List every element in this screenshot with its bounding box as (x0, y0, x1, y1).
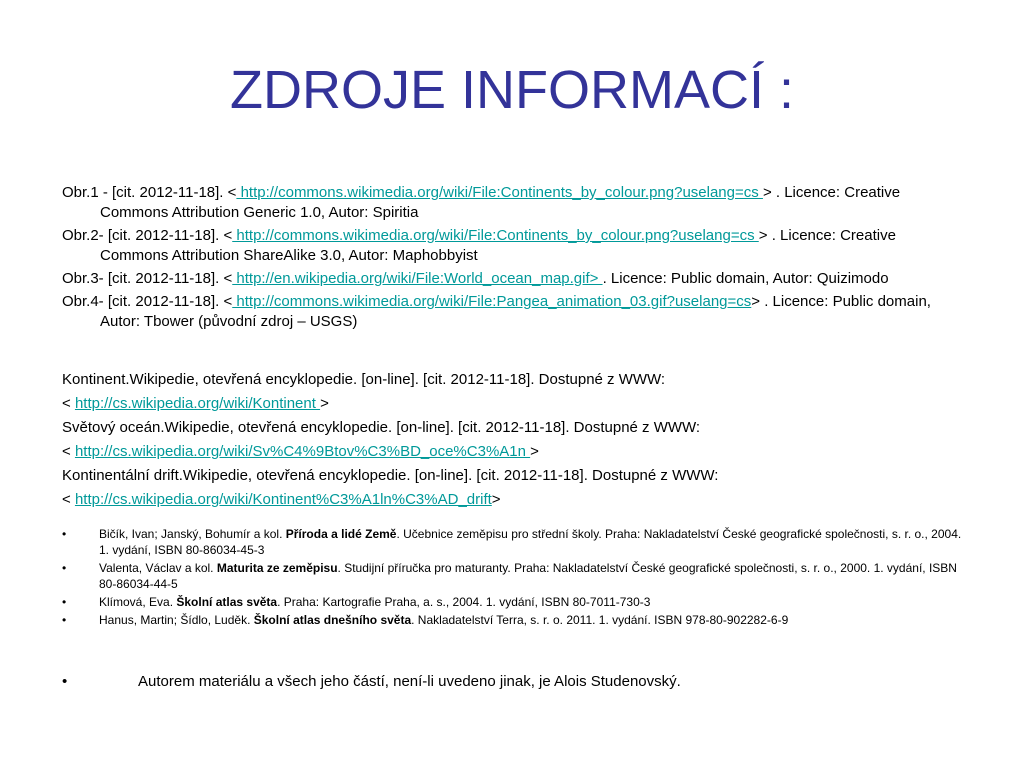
bib-details: . Studijní příručka pro maturanty. Praha: Nakladatelství České geografické společnosti, s. r. o., 2000. 1. vydání, ISBN 80-86034-44-5 (99, 561, 957, 591)
bracket-close: > (530, 443, 539, 460)
image-sources (62, 183, 962, 335)
bibliography-list (62, 526, 962, 630)
bibliography-item (62, 594, 962, 610)
image-source-4 (62, 292, 962, 332)
bib-authors: Bičík, Ivan; Janský, Bohumír a kol. (99, 527, 286, 541)
source-link[interactable]: http://commons.wikimedia.org/wiki/File:Continents_by_colour.png?uselang=cs (236, 184, 763, 201)
bib-details: . Nakladatelství Terra, s. r. o. 2011. 1. vydání. ISBN 978-80-902282-6-9 (411, 613, 789, 627)
source-prefix: Obr.3- [cit. 2012-11-18]. < (62, 270, 233, 287)
web-sources (62, 370, 962, 514)
source-license: . Licence: Public domain, Autor: Quizimodo (602, 270, 889, 287)
bracket-open: < (62, 395, 75, 412)
image-source-3 (62, 269, 962, 289)
source-license: > . Licence: Creative Commons Attribution ShareAlike 3.0, Autor: Maphobbyist (100, 227, 896, 264)
bib-details: . Učebnice zeměpisu pro střední školy. Praha: Nakladatelství České geografické společnosti, s. r. o., 2004. 1. vydání, ISBN 80-86034-45-3 (99, 527, 962, 557)
author-note-text: Autorem materiálu a všech jeho částí, není-li uvedeno jinak, je Alois Studenovský. (138, 673, 681, 690)
bibliography-item (62, 526, 962, 558)
source-link[interactable]: http://en.wikipedia.org/wiki/File:World_ocean_map.gif> (232, 270, 603, 287)
image-source-2 (62, 226, 962, 266)
bibliography-item (62, 560, 962, 592)
bib-details: . Praha: Kartografie Praha, a. s., 2004. 1. vydání, ISBN 80-7011-730-3 (277, 595, 651, 609)
web-source-line: Kontinentální drift.Wikipedie, otevřená encyklopedie. [on-line]. [cit. 2012-11-18]. Dostupné z WWW: (62, 467, 719, 484)
source-link[interactable]: http://commons.wikimedia.org/wiki/File:Pangea_animation_03.gif?uselang=cs (232, 293, 752, 310)
slide-title: ZDROJE INFORMACÍ : (230, 60, 794, 120)
web-source-link[interactable]: http://cs.wikipedia.org/wiki/Kontinent%C3%A1ln%C3%AD_drift (74, 491, 492, 508)
image-source-1 (62, 183, 962, 223)
source-prefix: Obr.2- [cit. 2012-11-18]. < (62, 227, 233, 244)
web-source-link[interactable]: http://cs.wikipedia.org/wiki/Kontinent (74, 395, 321, 412)
source-license: > . Licence: Public domain, Autor: Tbower (původní zdroj – USGS) (100, 293, 931, 330)
web-source-url-line (62, 442, 962, 462)
bib-title: Příroda a lidé Země (285, 527, 397, 541)
web-source-url-line (62, 490, 962, 510)
bullet-icon: • (62, 673, 68, 690)
bib-title: Školní atlas světa (176, 595, 278, 609)
bracket-close: > (491, 491, 501, 508)
bib-authors: Klímová, Eva. (99, 595, 177, 609)
bullet-icon: • (62, 613, 67, 627)
source-prefix: Obr.4- [cit. 2012-11-18]. < (62, 293, 233, 310)
web-source-link[interactable]: http://cs.wikipedia.org/wiki/Sv%C4%9Btov%C3%BD_oce%C3%A1n (74, 443, 531, 460)
bracket-open: < (62, 491, 75, 508)
bib-authors: Hanus, Martin; Šídlo, Luděk. (99, 613, 254, 627)
bullet-icon: • (62, 595, 67, 609)
source-link[interactable]: http://commons.wikimedia.org/wiki/File:Continents_by_colour.png?uselang=cs (232, 227, 759, 244)
bib-authors: Valenta, Václav a kol. (99, 561, 217, 575)
bullet-icon: • (62, 561, 67, 575)
web-source-url-line (62, 394, 962, 414)
bib-title: Maturita ze zeměpisu (216, 561, 338, 575)
source-prefix: Obr.1 - [cit. 2012-11-18]. < (62, 184, 237, 201)
bracket-open: < (62, 443, 75, 460)
web-source-line: Světový oceán.Wikipedie, otevřená encyklopedie. [on-line]. [cit. 2012-11-18]. Dostupné z WWW: (62, 419, 701, 436)
source-license: > . Licence: Creative Commons Attribution Generic 1.0, Autor: Spiritia (100, 184, 901, 221)
bracket-close: > (320, 395, 329, 412)
bibliography-item (62, 612, 962, 628)
bullet-icon: • (62, 527, 67, 541)
web-source-line: Kontinent.Wikipedie, otevřená encyklopedie. [on-line]. [cit. 2012-11-18]. Dostupné z WWW: (62, 371, 666, 388)
bib-title: Školní atlas dnešního světa (253, 613, 412, 627)
author-note (62, 672, 962, 692)
